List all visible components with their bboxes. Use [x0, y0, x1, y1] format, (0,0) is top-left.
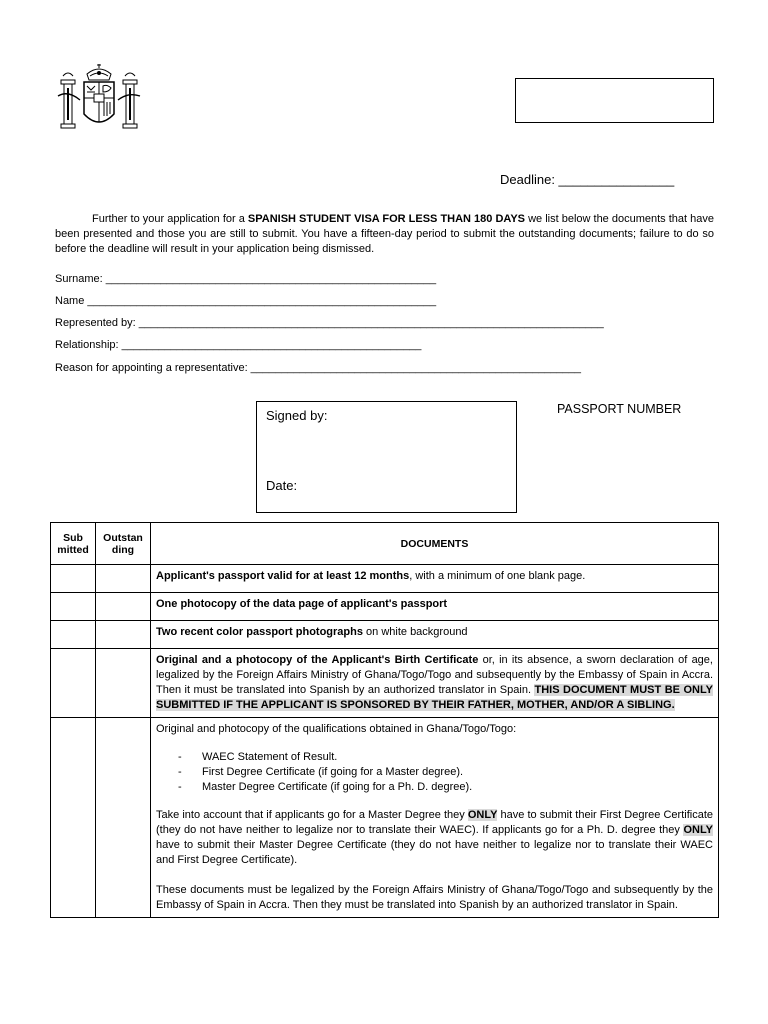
relationship-field[interactable]: Relationship: _________________________________________________ [55, 339, 422, 351]
represented-by-field[interactable]: Represented by: ____________________________________________________________________________ [55, 317, 604, 329]
submitted-cell[interactable] [51, 649, 96, 718]
document-description: Original and photocopy of the qualifications obtained in Ghana/Togo/Togo: - WAEC Statement of Result. - First Degree Certificate (if going for a Master degree). - Master Degree Certificate (if going for a Ph. D. degree). Take into account that if applicants go for a Master Degree they ONLY have to submit their First Degree Certificate (they do not have neither to legalize nor to translate their WAEC). If applicants go for a Ph. D. degree they ONLY have to submit their Master Degree Certificate (they do not have neither to legalize nor to translate their WAEC and First Degree Certificate). These documents must be legalized by the Foreign Affairs Ministry of Ghana/Togo/Togo and subsequently by the Embassy of Spain in Accra. Then they must be translated into Spanish by an authorized translator in Spain. [151, 718, 719, 918]
document-description: Applicant's passport valid for at least 12 months, with a minimum of one blank page. [151, 565, 719, 593]
table-row [51, 593, 719, 621]
surname-field[interactable]: Surname: ______________________________________________________ [55, 273, 437, 285]
sponsor-warning: THIS DOCUMENT MUST BE ONLY SUBMITTED IF THE APPLICANT IS SPONSORED BY THEIR FATHER, MOTHER, AND/OR A SIBLING. [156, 684, 713, 711]
table-row [51, 718, 719, 918]
signature-box[interactable] [256, 401, 517, 513]
signed-by-label: Signed by: [266, 408, 328, 423]
table-header-row [51, 523, 719, 565]
list-item: - First Degree Certificate (if going for a Master degree). [178, 765, 713, 780]
coat-of-arms-icon [54, 62, 144, 134]
outstanding-cell[interactable] [96, 718, 151, 918]
documents-header: DOCUMENTS [151, 523, 719, 565]
intro-paragraph: Further to your application for a SPANISH STUDENT VISA FOR LESS THAN 180 DAYS we list below the documents that have been presented and those you are still to submit. You have a fifteen-day period to submit the outstanding documents; failure to do so before the deadline will result in your application being dismissed. [55, 213, 714, 255]
name-field[interactable]: Name _________________________________________________________ [55, 295, 437, 307]
date-label: Date: [266, 478, 298, 493]
document-description: One photocopy of the data page of applicant's passport [151, 593, 719, 621]
submitted-cell[interactable] [51, 565, 96, 593]
submitted-cell[interactable] [51, 593, 96, 621]
submitted-cell[interactable] [51, 621, 96, 649]
submitted-header: Sub mitted [51, 523, 96, 565]
outstanding-cell[interactable] [96, 565, 151, 593]
document-description: Two recent color passport photographs on white background [151, 621, 719, 649]
submitted-cell[interactable] [51, 718, 96, 918]
table-row [51, 565, 719, 593]
documents-table [50, 522, 719, 918]
passport-number-label: PASSPORT NUMBER [557, 402, 682, 416]
reference-box[interactable] [515, 78, 714, 123]
outstanding-header: Outstan ding [96, 523, 151, 565]
list-item: - WAEC Statement of Result. [178, 750, 713, 765]
qualifications-list [156, 750, 713, 795]
visa-type: SPANISH STUDENT VISA FOR LESS THAN 180 DAYS [247, 213, 526, 225]
outstanding-cell[interactable] [96, 649, 151, 718]
table-row [51, 621, 719, 649]
reason-field[interactable]: Reason for appointing a representative: ______________________________________________________ [55, 362, 582, 374]
outstanding-cell[interactable] [96, 593, 151, 621]
outstanding-cell[interactable] [96, 621, 151, 649]
deadline-field[interactable]: Deadline: ________________ [500, 172, 675, 187]
document-description: Original and a photocopy of the Applicant's Birth Certificate or, in its absence, a sworn declaration of age, legalized by the Foreign Affairs Ministry of Ghana/Togo/Togo and subsequently by the Embassy of Spain in Accra. Then it must be translated into Spanish by an authorized translator in Spain. THIS DOCUMENT MUST BE ONLY SUBMITTED IF THE APPLICANT IS SPONSORED BY THEIR FATHER, MOTHER, AND/OR A SIBLING. [151, 649, 719, 718]
list-item: - Master Degree Certificate (if going for a Ph. D. degree). [178, 780, 713, 795]
table-row [51, 649, 719, 718]
